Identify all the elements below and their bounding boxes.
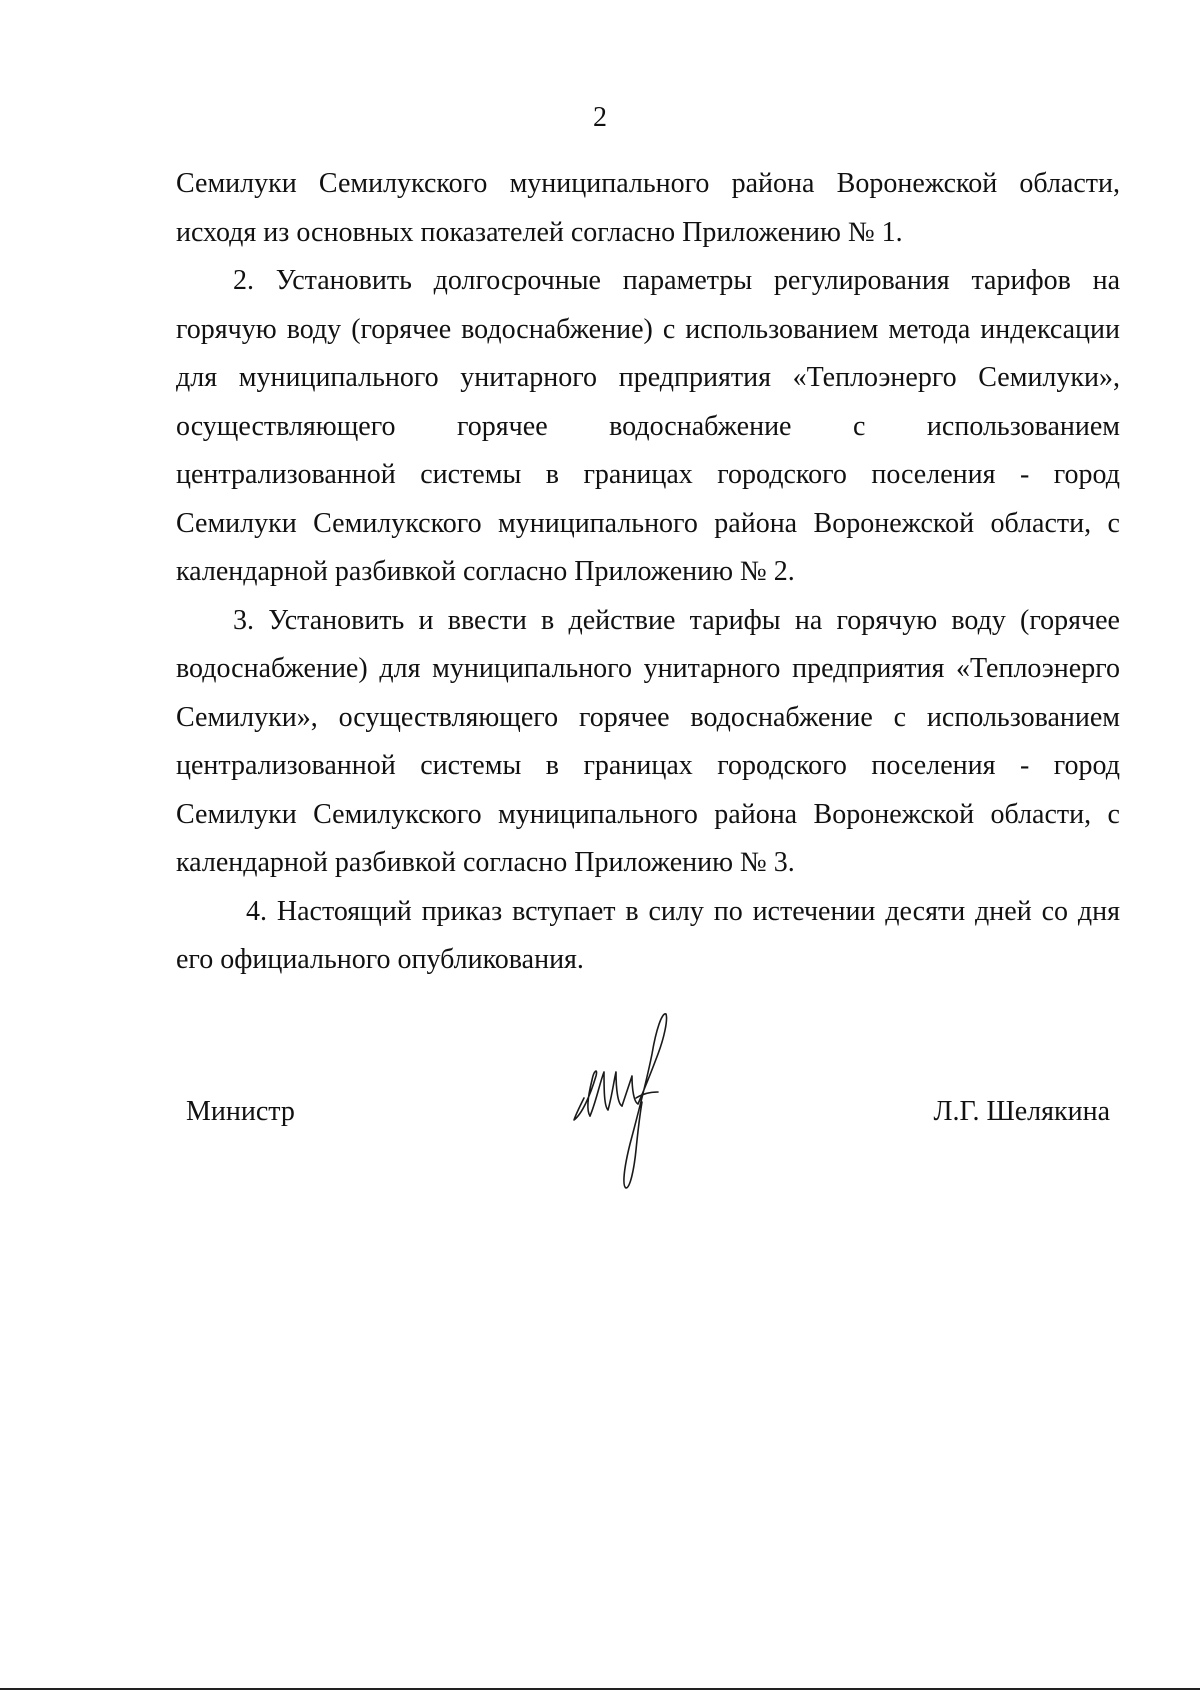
paragraph-item-3: 3. Установить и ввести в действие тарифы на горячую воду (горячее водоснабжение) для муниципального унитарного предприятия «Теплоэнерго Семилуки», осуществляющего горячее водоснабжение с использованием централизованной системы в границах городского поселения - город Семилуки Семилукского муниципального района Воронежской области, с календарной разбивкой согласно Приложению № 3.	[176, 604, 1120, 878]
signatory-title: Министр	[186, 1096, 295, 1127]
paragraph-item-4: 4. Настоящий приказ вступает в силу по истечении десяти дней со дня его официального опубликования.	[176, 895, 1120, 975]
signatory-name: Л.Г. Шелякина	[933, 1096, 1110, 1127]
handwritten-signature-icon	[546, 1010, 706, 1200]
paragraph-continuation: Семилуки Семилукского муниципального района Воронежской области, исходя из основных показателей согласно Приложению № 1.	[176, 168, 1120, 248]
bottom-divider	[0, 1688, 1200, 1690]
page-number: 2	[593, 102, 607, 133]
signature-block	[176, 1010, 1120, 1200]
document-body	[176, 160, 1120, 985]
paragraph-item-2: 2. Установить долгосрочные параметры регулирования тарифов на горячую воду (горячее водоснабжение) с использованием метода индексации для муниципального унитарного предприятия «Теплоэнерго Семилуки», осуществляющего горячее водоснабжение с использованием централизованной системы в границах городского поселения - город Семилуки Семилукского муниципального района Воронежской области, с календарной разбивкой согласно Приложению № 2.	[176, 265, 1120, 587]
